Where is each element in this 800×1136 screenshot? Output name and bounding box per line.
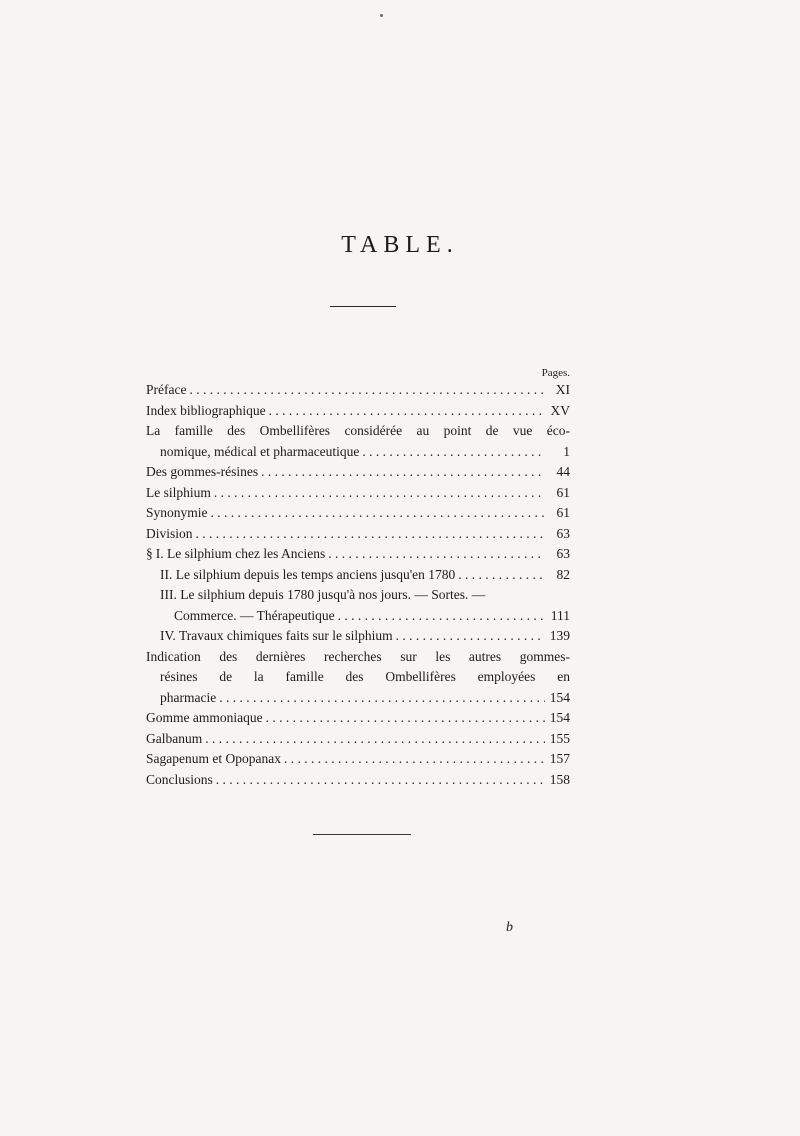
dot-leader xyxy=(196,524,545,545)
toc-entry-label: nomique, médical et pharmaceutique xyxy=(160,443,360,459)
dot-leader xyxy=(284,749,545,770)
section-mark: § xyxy=(146,546,153,561)
toc-entry-section-4[interactable] xyxy=(146,626,570,647)
dot-leader xyxy=(338,606,545,627)
toc-entry-label: Le silphium xyxy=(146,484,211,500)
page-title: TABLE. xyxy=(341,232,459,258)
title-rule xyxy=(330,306,396,307)
dot-leader xyxy=(189,380,545,401)
toc-page-number: 155 xyxy=(549,730,570,746)
dot-leader xyxy=(205,729,545,750)
toc-entry-label: Sagapenum et Opopanax xyxy=(146,751,281,766)
toc-page-number: 61 xyxy=(556,505,570,520)
toc-page-number: 1 xyxy=(563,443,570,459)
toc-entry-sagapenum[interactable] xyxy=(146,749,570,770)
toc-page-number: 139 xyxy=(549,628,570,643)
toc-entry-label: Galbanum xyxy=(146,730,203,746)
toc-entry-galbanum[interactable] xyxy=(146,729,570,750)
dot-leader xyxy=(219,688,545,709)
toc-page-number: 154 xyxy=(549,710,570,725)
toc-entry-indication-line2[interactable]: résines de la famille des Ombellifères employées en xyxy=(160,669,570,684)
toc-entry-gomme-ammoniaque[interactable] xyxy=(146,708,570,729)
toc-page-number: 44 xyxy=(556,464,570,479)
toc-entry-indication-line1[interactable]: Indication des dernières recherches sur les autres gommes- xyxy=(146,648,570,664)
dot-leader xyxy=(396,626,545,647)
toc-page-number: 111 xyxy=(550,607,570,623)
toc-entry-label: Préface xyxy=(146,382,187,397)
dot-leader xyxy=(362,442,545,463)
toc-entry-index[interactable] xyxy=(146,401,570,422)
toc-entry-synonymie[interactable] xyxy=(146,503,570,524)
page-speck xyxy=(380,14,383,17)
toc-page-number: 63 xyxy=(556,525,570,541)
toc-entry-section-2[interactable] xyxy=(146,565,570,586)
toc-page-number: 61 xyxy=(556,484,570,500)
toc-entry-section-1[interactable] xyxy=(146,544,570,565)
toc-entry-label: Division xyxy=(146,525,193,541)
signature-mark: b xyxy=(506,920,513,935)
toc-entry-label: Des gommes-résines xyxy=(146,464,259,479)
toc-entry-label: IV. Travaux chimiques faits sur le silphium xyxy=(160,628,393,643)
toc-entry-famille-line1[interactable]: La famille des Ombellifères considérée au point de vue éco- xyxy=(146,423,570,438)
toc-entry-label: Synonymie xyxy=(146,505,208,520)
toc-entry-section-3-line1[interactable]: III. Le silphium depuis 1780 jusqu'à nos jours. — Sortes. — xyxy=(160,587,486,602)
toc-entry-section-3[interactable] xyxy=(146,606,570,627)
toc-page-number: XV xyxy=(550,402,570,418)
toc-entry-indication[interactable] xyxy=(146,688,570,709)
toc-entry-preface[interactable] xyxy=(146,380,570,401)
toc-entry-label: Index bibliographique xyxy=(146,402,266,418)
toc-page-number: 154 xyxy=(549,689,570,705)
toc-page-number: 63 xyxy=(556,546,570,561)
toc-entry-division[interactable] xyxy=(146,524,570,545)
dot-leader xyxy=(458,565,545,586)
dot-leader xyxy=(266,708,545,729)
closing-rule xyxy=(313,834,411,835)
toc-entry-label: II. Le silphium depuis les temps anciens jusqu'en 1780 xyxy=(160,566,456,582)
toc-entry-silphium[interactable] xyxy=(146,483,570,504)
toc-page-number: XI xyxy=(555,382,570,397)
toc-page-number: 158 xyxy=(549,771,570,787)
toc-entry-conclusions[interactable] xyxy=(146,770,570,791)
dot-leader xyxy=(261,462,545,483)
dot-leader xyxy=(328,544,545,565)
table-of-contents xyxy=(146,380,570,790)
dot-leader xyxy=(211,503,545,524)
toc-entry-label: Gomme ammoniaque xyxy=(146,710,263,725)
dot-leader xyxy=(269,401,545,422)
toc-page-number: 157 xyxy=(549,751,570,766)
dot-leader xyxy=(216,770,545,791)
pages-column-header: Pages. xyxy=(541,367,570,379)
toc-entry-label: pharmacie xyxy=(160,689,217,705)
toc-page-number: 82 xyxy=(556,566,570,582)
dot-leader xyxy=(214,483,545,504)
toc-entry-label: Commerce. — Thérapeutique xyxy=(174,607,335,623)
toc-entry-gommes-resines[interactable] xyxy=(146,462,570,483)
toc-entry-label: I. Le silphium chez les Anciens xyxy=(155,546,326,561)
toc-entry-label: Conclusions xyxy=(146,771,213,787)
toc-entry-famille[interactable] xyxy=(146,442,570,463)
